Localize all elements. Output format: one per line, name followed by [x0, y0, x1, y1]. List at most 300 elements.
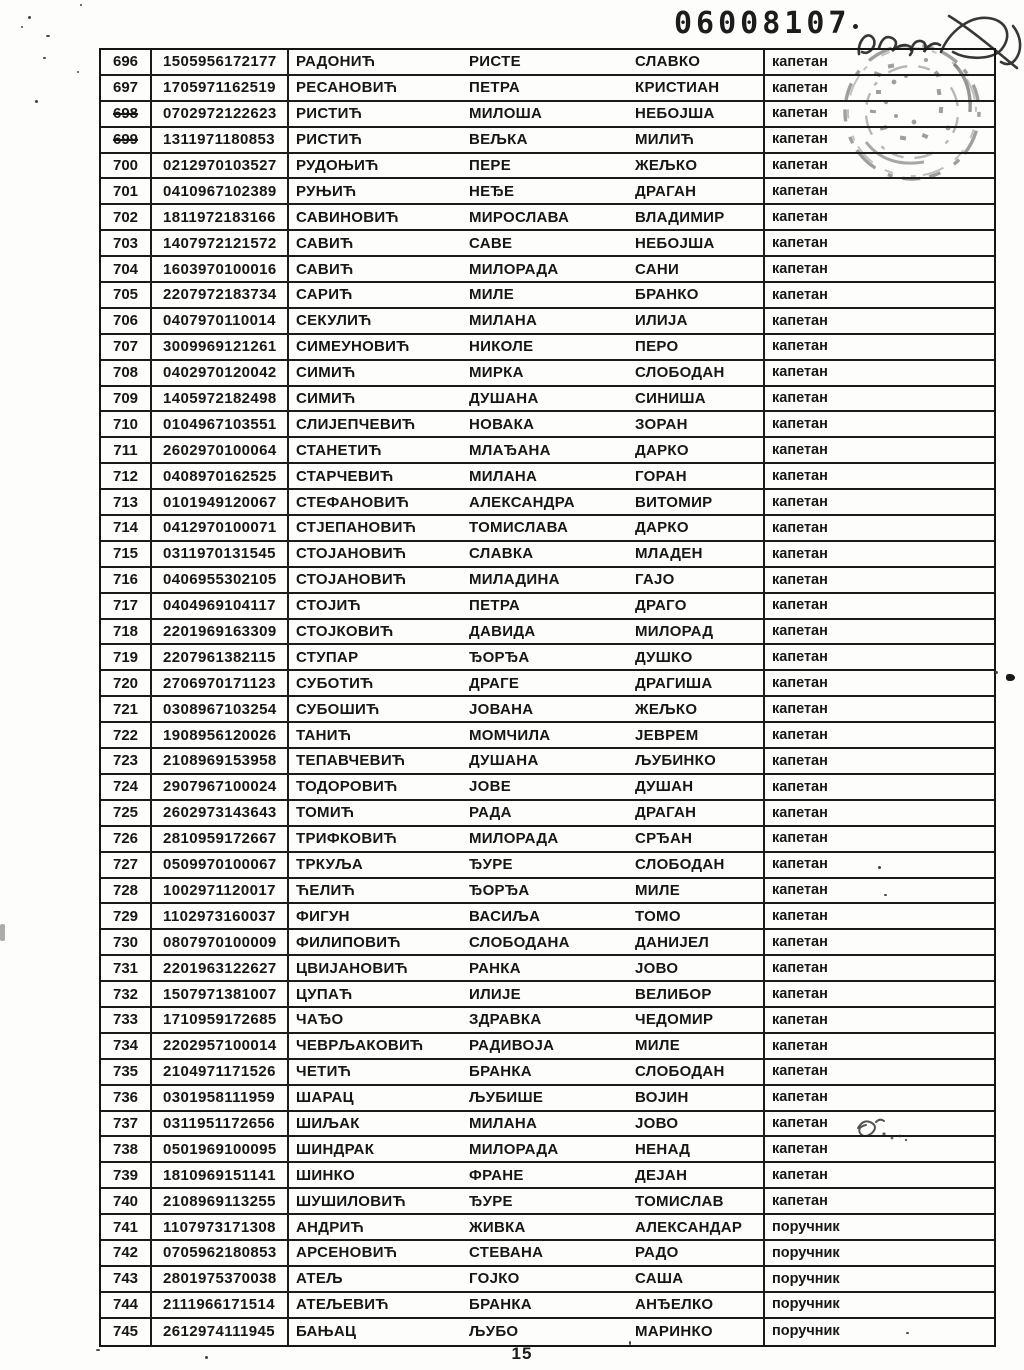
rank-cell: капетан — [772, 1141, 828, 1158]
father-name-cell: ПЕТРА — [469, 79, 520, 97]
personal-id-cell: 2108969153958 — [152, 749, 289, 773]
surname-cell: ШИЉАК — [296, 1114, 360, 1132]
rank-cell: капетан — [772, 260, 828, 277]
father-name-cell: ДАВИДА — [469, 623, 536, 641]
row-number-cell: 738 — [101, 1137, 152, 1161]
rank-cell: капетан — [772, 234, 828, 251]
given-name-cell: ВИТОМИР — [622, 490, 765, 514]
table-row — [101, 464, 994, 490]
personal-id-cell: 1908956120026 — [152, 723, 289, 747]
surname-cell: СИМИЋ — [296, 390, 356, 408]
scan-speck — [21, 26, 23, 28]
given-name-cell: ДРАГИША — [622, 671, 765, 695]
row-number-cell: 731 — [101, 956, 152, 980]
personal-id-cell: 2612974111945 — [152, 1319, 289, 1345]
row-number-cell: 741 — [101, 1215, 152, 1239]
table-row — [101, 102, 994, 128]
rank-cell: капетан — [772, 1192, 828, 1209]
given-name-cell: РАДО — [622, 1241, 765, 1265]
surname-cell: СУБОШИЋ — [296, 700, 380, 718]
given-name-cell: НЕБОЈША — [622, 102, 765, 126]
surname-cell: РАДОНИЋ — [296, 53, 376, 71]
father-name-cell: ЈОВЕ — [469, 778, 512, 796]
rank-cell: поручник — [772, 1270, 840, 1287]
personal-id-cell: 2801975370038 — [152, 1267, 289, 1291]
table-row — [101, 76, 994, 102]
table-row — [101, 775, 994, 801]
rank-cell: капетан — [772, 571, 828, 588]
father-name-cell: СЛОБОДАНА — [469, 933, 570, 951]
given-name-cell: ДАРКО — [622, 438, 765, 462]
surname-cell: СИМИЋ — [296, 364, 356, 382]
surname-cell: СУБОТИЋ — [296, 674, 374, 692]
table-row — [101, 1241, 994, 1267]
rank-cell: капетан — [772, 752, 828, 769]
row-number-cell: 740 — [101, 1189, 152, 1213]
given-name-cell: ИЛИЈА — [622, 309, 765, 333]
row-number-cell: 698 — [101, 102, 152, 126]
table-row — [101, 1086, 994, 1112]
rank-cell: капетан — [772, 338, 828, 355]
roster-table — [99, 48, 996, 1347]
rank-cell: капетан — [772, 286, 828, 303]
rank-cell: капетан — [772, 856, 828, 873]
surname-cell: ЋЕЛИЋ — [296, 881, 356, 899]
surname-cell: ШИНДРАК — [296, 1140, 375, 1158]
given-name-cell: СЛАВКО — [622, 50, 765, 74]
table-row — [101, 645, 994, 671]
table-row — [101, 231, 994, 257]
rank-cell: капетан — [772, 183, 828, 200]
given-name-cell: ДРАГО — [622, 594, 765, 618]
table-row — [101, 749, 994, 775]
rank-cell: капетан — [772, 390, 828, 407]
personal-id-cell: 0412970100071 — [152, 516, 289, 540]
rank-cell: капетан — [772, 959, 828, 976]
given-name-cell: ЈЕВРЕМ — [622, 723, 765, 747]
given-name-cell: МИЛОРАД — [622, 620, 765, 644]
rank-cell: капетан — [772, 778, 828, 795]
table-row — [101, 205, 994, 231]
father-name-cell: МИРКА — [469, 364, 524, 382]
rank-cell: капетан — [772, 105, 828, 122]
table-row — [101, 387, 994, 413]
personal-id-cell: 2602970100064 — [152, 438, 289, 462]
rank-cell: капетан — [772, 1011, 828, 1028]
table-row — [101, 283, 994, 309]
table-row — [101, 568, 994, 594]
father-name-cell: РАНКА — [469, 959, 521, 977]
given-name-cell: ЈОВО — [622, 1112, 765, 1136]
personal-id-cell: 1107973171308 — [152, 1215, 289, 1239]
rank-cell: капетан — [772, 985, 828, 1002]
scan-speck — [205, 1356, 208, 1359]
personal-id-cell: 1405972182498 — [152, 387, 289, 411]
given-name-cell: ДУШАН — [622, 775, 765, 799]
father-name-cell: РАДИВОЈА — [469, 1037, 555, 1055]
table-row — [101, 361, 994, 387]
table-row — [101, 1319, 994, 1345]
row-number-cell: 705 — [101, 283, 152, 307]
table-row — [101, 438, 994, 464]
rank-cell: капетан — [772, 649, 828, 666]
personal-id-cell: 2207972183734 — [152, 283, 289, 307]
rank-cell: капетан — [772, 1037, 828, 1054]
given-name-cell: МАРИНКО — [622, 1319, 765, 1345]
page-number: 15 — [511, 1344, 533, 1363]
table-row — [101, 1293, 994, 1319]
given-name-cell: ГАЈО — [622, 568, 765, 592]
rank-cell: капетан — [772, 726, 828, 743]
ink-blot — [1006, 674, 1015, 681]
personal-id-cell: 0101949120067 — [152, 490, 289, 514]
father-name-cell: ЂУРЕ — [469, 856, 513, 874]
given-name-cell: ЗОРАН — [622, 412, 765, 436]
table-row — [101, 50, 994, 76]
given-name-cell: НЕБОЈША — [622, 231, 765, 255]
row-number-cell: 712 — [101, 464, 152, 488]
given-name-cell: ЈОВО — [622, 956, 765, 980]
surname-cell: ТЕПАВЧЕВИЋ — [296, 752, 406, 770]
row-number-cell: 714 — [101, 516, 152, 540]
table-row — [101, 309, 994, 335]
father-name-cell: МИЛАНА — [469, 312, 538, 330]
row-number-cell: 706 — [101, 309, 152, 333]
row-number-cell: 710 — [101, 412, 152, 436]
personal-id-cell: 0311970131545 — [152, 542, 289, 566]
row-number-cell: 718 — [101, 620, 152, 644]
given-name-cell: ВОЈИН — [622, 1086, 765, 1110]
personal-id-cell: 2907967100024 — [152, 775, 289, 799]
father-name-cell: ПЕТРА — [469, 597, 520, 615]
surname-cell: СТУПАР — [296, 648, 359, 666]
scan-speck — [80, 4, 82, 6]
rank-cell: капетан — [772, 1089, 828, 1106]
father-name-cell: ЂОРЂА — [469, 881, 530, 899]
row-number-cell: 739 — [101, 1163, 152, 1187]
personal-id-cell: 0407970110014 — [152, 309, 289, 333]
given-name-cell: САША — [622, 1267, 765, 1291]
father-name-cell: ФРАНЕ — [469, 1166, 524, 1184]
pen-scribble-icon — [848, 1112, 918, 1150]
row-number-cell: 727 — [101, 853, 152, 877]
father-name-cell: НЕЂЕ — [469, 182, 515, 200]
father-name-cell: МИЛАДИНА — [469, 571, 560, 589]
row-number-cell: 737 — [101, 1112, 152, 1136]
rank-cell: капетан — [772, 467, 828, 484]
father-name-cell: ЂУРЕ — [469, 1192, 513, 1210]
personal-id-cell: 2108969113255 — [152, 1189, 289, 1213]
personal-id-cell: 0402970120042 — [152, 361, 289, 385]
given-name-cell: ЖЕЉКО — [622, 697, 765, 721]
row-number-cell: 703 — [101, 231, 152, 255]
father-name-cell: ЖИВКА — [469, 1218, 526, 1236]
given-name-cell: АНЂЕЛКО — [622, 1293, 765, 1317]
surname-cell: БАЊАЦ — [296, 1323, 357, 1341]
father-name-cell: ДРАГЕ — [469, 674, 520, 692]
scan-speck — [35, 100, 38, 103]
personal-id-cell: 0104967103551 — [152, 412, 289, 436]
surname-cell: ТРИФКОВИЋ — [296, 830, 398, 848]
rank-cell: капетан — [772, 519, 828, 536]
father-name-cell: ЉУБО — [469, 1323, 519, 1341]
rank-cell: поручник — [772, 1244, 840, 1261]
personal-id-cell: 1810969151141 — [152, 1163, 289, 1187]
surname-cell: ФИЛИПОВИЋ — [296, 933, 401, 951]
row-number-cell: 696 — [101, 50, 152, 74]
table-row — [101, 154, 994, 180]
given-name-cell: ДРАГАН — [622, 801, 765, 825]
father-name-cell: МИЛОРАДА — [469, 1140, 559, 1158]
father-name-cell: МИЛАНА — [469, 1114, 538, 1132]
father-name-cell: НОВАКА — [469, 415, 535, 433]
personal-id-cell: 2706970171123 — [152, 671, 289, 695]
row-number-cell: 728 — [101, 879, 152, 903]
row-number-cell: 713 — [101, 490, 152, 514]
row-number-cell: 720 — [101, 671, 152, 695]
surname-cell: СТЈЕПАНОВИЋ — [296, 519, 417, 537]
scan-speck — [906, 1332, 909, 1334]
father-name-cell: СЛАВКА — [469, 545, 534, 563]
table-row — [101, 412, 994, 438]
rank-cell: капетан — [772, 364, 828, 381]
father-name-cell: НИКОЛЕ — [469, 338, 534, 356]
surname-cell: ЦУПАЋ — [296, 985, 353, 1003]
table-row — [101, 982, 994, 1008]
row-number-cell: 711 — [101, 438, 152, 462]
surname-cell: ЧЕВРЉАКОВИЋ — [296, 1037, 424, 1055]
scan-speck — [96, 1349, 100, 1351]
personal-id-cell: 2207961382115 — [152, 645, 289, 669]
row-number-cell: 729 — [101, 904, 152, 928]
row-number-cell: 723 — [101, 749, 152, 773]
personal-id-cell: 1603970100016 — [152, 257, 289, 281]
row-number-cell: 715 — [101, 542, 152, 566]
personal-id-cell: 2201963122627 — [152, 956, 289, 980]
rank-cell: поручник — [772, 1323, 840, 1340]
father-name-cell: ЈОВАНА — [469, 700, 534, 718]
surname-cell: ЧЕТИЋ — [296, 1063, 352, 1081]
table-row — [101, 1267, 994, 1293]
father-name-cell: САВЕ — [469, 234, 513, 252]
father-name-cell: МИЛОША — [469, 105, 543, 123]
given-name-cell: МИЛИЋ — [622, 128, 765, 152]
scan-edge-smudge — [0, 924, 5, 941]
row-number-cell: 700 — [101, 154, 152, 178]
personal-id-cell: 1811972183166 — [152, 205, 289, 229]
given-name-cell: ДЕЈАН — [622, 1163, 765, 1187]
personal-id-cell: 0410967102389 — [152, 179, 289, 203]
personal-id-cell: 1705971162519 — [152, 76, 289, 100]
row-number-cell: 708 — [101, 361, 152, 385]
given-name-cell: НЕНАД — [622, 1137, 765, 1161]
rank-cell: капетан — [772, 209, 828, 226]
father-name-cell: ЉУБИШЕ — [469, 1089, 544, 1107]
given-name-cell: ТОМИСЛАВ — [622, 1189, 765, 1213]
given-name-cell: ДУШКО — [622, 645, 765, 669]
personal-id-cell: 0509970100067 — [152, 853, 289, 877]
given-name-cell: СИНИША — [622, 387, 765, 411]
row-number-cell: 702 — [101, 205, 152, 229]
surname-cell: РУЊИЋ — [296, 182, 357, 200]
father-name-cell: ЂОРЂА — [469, 648, 530, 666]
father-name-cell: ПЕРЕ — [469, 157, 511, 174]
personal-id-cell: 0406955302105 — [152, 568, 289, 592]
personal-id-cell: 0408970162525 — [152, 464, 289, 488]
row-number-cell: 730 — [101, 930, 152, 954]
father-name-cell: МИЛАНА — [469, 467, 538, 485]
surname-cell: ФИГУН — [296, 907, 350, 925]
row-number-cell: 725 — [101, 801, 152, 825]
table-row — [101, 697, 994, 723]
surname-cell: СТОЈАНОВИЋ — [296, 545, 407, 563]
given-name-cell: ДРАГАН — [622, 179, 765, 203]
given-name-cell: ВЕЛИБОР — [622, 982, 765, 1006]
personal-id-cell: 0705962180853 — [152, 1241, 289, 1265]
scan-speck — [995, 671, 998, 674]
personal-id-cell: 0212970103527 — [152, 154, 289, 178]
personal-id-cell: 1311971180853 — [152, 128, 289, 152]
rank-cell: капетан — [772, 53, 828, 70]
surname-cell: СТАРЧЕВИЋ — [296, 467, 394, 485]
scan-speck — [28, 16, 31, 19]
table-row — [101, 620, 994, 646]
surname-cell: СТЕФАНОВИЋ — [296, 493, 410, 511]
rank-cell: поручник — [772, 1296, 840, 1313]
father-name-cell: ДУШАНА — [469, 752, 539, 770]
row-number-cell: 724 — [101, 775, 152, 799]
father-name-cell: ГОЈКО — [469, 1270, 520, 1288]
father-name-cell: ЗДРАВКА — [469, 1011, 542, 1029]
rank-cell: капетан — [772, 623, 828, 640]
given-name-cell: АЛЕКСАНДАР — [622, 1215, 765, 1239]
rank-cell: капетан — [772, 675, 828, 692]
father-name-cell: МИЛОРАДА — [469, 830, 559, 848]
rank-cell: капетан — [772, 416, 828, 433]
table-row — [101, 257, 994, 283]
row-number-cell: 736 — [101, 1086, 152, 1110]
given-name-cell: СЛОБОДАН — [622, 853, 765, 877]
table-row — [101, 1008, 994, 1034]
serial-number: 06008107 — [674, 6, 851, 41]
row-number-cell: 743 — [101, 1267, 152, 1291]
personal-id-cell: 1710959172685 — [152, 1008, 289, 1032]
rank-cell: капетан — [772, 933, 828, 950]
personal-id-cell: 0702972122623 — [152, 102, 289, 126]
father-name-cell: МИЛОРАДА — [469, 260, 559, 278]
surname-cell: САВИЋ — [296, 234, 354, 252]
given-name-cell: БРАНКО — [622, 283, 765, 307]
rank-cell: капетан — [772, 1115, 828, 1132]
personal-id-cell: 0404969104117 — [152, 594, 289, 618]
father-name-cell: МЛАЂАНА — [469, 441, 551, 459]
personal-id-cell: 3009969121261 — [152, 335, 289, 359]
given-name-cell: МИЛЕ — [622, 1034, 765, 1058]
surname-cell: ТОДОРОВИЋ — [296, 778, 398, 796]
surname-cell: СТОЈИЋ — [296, 597, 361, 615]
rank-cell: капетан — [772, 700, 828, 717]
rank-cell: капетан — [772, 1166, 828, 1183]
surname-cell: АНДРИЋ — [296, 1218, 365, 1236]
father-name-cell: МИЛЕ — [469, 286, 515, 304]
given-name-cell: ДАРКО — [622, 516, 765, 540]
given-name-cell: СЛОБОДАН — [622, 1060, 765, 1084]
scan-speck — [43, 57, 46, 59]
row-number-cell: 719 — [101, 645, 152, 669]
given-name-cell: САНИ — [622, 257, 765, 281]
rank-cell: капетан — [772, 908, 828, 925]
surname-cell: ТРКУЉА — [296, 856, 364, 874]
father-name-cell: ДУШАНА — [469, 390, 539, 408]
surname-cell: ЧАЂО — [296, 1011, 344, 1029]
surname-cell: РИСТИЋ — [296, 131, 363, 149]
row-number-cell: 707 — [101, 335, 152, 359]
row-number-cell: 716 — [101, 568, 152, 592]
rank-cell: капетан — [772, 442, 828, 459]
row-number-cell: 733 — [101, 1008, 152, 1032]
personal-id-cell: 0807970100009 — [152, 930, 289, 954]
given-name-cell: ВЛАДИМИР — [622, 205, 765, 229]
surname-cell: СТАНЕТИЋ — [296, 441, 382, 459]
surname-cell: РУДОЊИЋ — [296, 157, 379, 174]
rank-cell: капетан — [772, 882, 828, 899]
father-name-cell: ТОМИСЛАВА — [469, 519, 569, 537]
table-row — [101, 930, 994, 956]
scan-speck — [46, 35, 50, 37]
surname-cell: СЛИЈЕПЧЕВИЋ — [296, 415, 416, 433]
row-number-cell: 726 — [101, 827, 152, 851]
given-name-cell: МИЛЕ — [622, 879, 765, 903]
scan-speck — [629, 1341, 631, 1345]
personal-id-cell: 2104971171526 — [152, 1060, 289, 1084]
personal-id-cell: 0311951172656 — [152, 1112, 289, 1136]
table-row — [101, 853, 994, 879]
row-number-cell: 735 — [101, 1060, 152, 1084]
father-name-cell: СТЕВАНА — [469, 1244, 544, 1262]
table-row — [101, 179, 994, 205]
given-name-cell: КРИСТИАН — [622, 76, 765, 100]
personal-id-cell: 1505956172177 — [152, 50, 289, 74]
table-row — [101, 490, 994, 516]
personal-id-cell: 0501969100095 — [152, 1137, 289, 1161]
father-name-cell: АЛЕКСАНДРА — [469, 493, 575, 511]
surname-cell: ТАНИЋ — [296, 726, 352, 744]
row-number-cell: 704 — [101, 257, 152, 281]
surname-cell: СЕКУЛИЋ — [296, 312, 372, 330]
table-row — [101, 516, 994, 542]
table-row — [101, 904, 994, 930]
row-number-cell: 745 — [101, 1319, 152, 1345]
father-name-cell: МИРОСЛАВА — [469, 208, 570, 226]
personal-id-cell: 1507971381007 — [152, 982, 289, 1006]
father-name-cell: МОМЧИЛА — [469, 726, 551, 744]
row-number-cell: 717 — [101, 594, 152, 618]
personal-id-cell: 2202957100014 — [152, 1034, 289, 1058]
row-number-cell: 734 — [101, 1034, 152, 1058]
personal-id-cell: 2602973143643 — [152, 801, 289, 825]
scan-speck — [878, 866, 881, 869]
table-row — [101, 1215, 994, 1241]
surname-cell: АРСЕНОВИЋ — [296, 1244, 398, 1262]
surname-cell: САВИЋ — [296, 260, 354, 278]
scan-speck — [77, 71, 79, 73]
given-name-cell: ДАНИЈЕЛ — [622, 930, 765, 954]
table-row — [101, 594, 994, 620]
rank-cell: капетан — [772, 830, 828, 847]
rank-cell: капетан — [772, 131, 828, 148]
given-name-cell: СЛОБОДАН — [622, 361, 765, 385]
personal-id-cell: 0301958111959 — [152, 1086, 289, 1110]
